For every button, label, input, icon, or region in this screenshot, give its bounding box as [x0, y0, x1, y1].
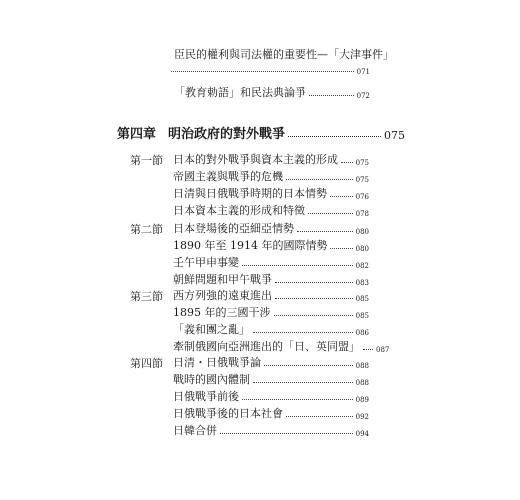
toc-entry-title: 朝鮮問題和甲午戰爭: [173, 273, 272, 286]
toc-entry-title: 日韓合併: [173, 424, 217, 437]
toc-entry-title: 日清・日俄戰爭論: [173, 356, 261, 369]
toc-entry: [173, 235, 369, 253]
toc-entry-title: 戰時的國內體制: [173, 373, 250, 386]
toc-entry-title: 臣民的權利與司法權的重要性—「大津事件」: [174, 48, 394, 61]
toc-leader-dots: [288, 136, 381, 137]
toc-entry-page: 085: [355, 295, 369, 303]
toc-entry: [173, 166, 369, 184]
toc-leader-dots: [309, 95, 354, 96]
toc-entry-page: 075: [355, 176, 369, 184]
toc-entry-title: 壬午甲申事變: [173, 256, 239, 269]
toc-entry: [173, 218, 369, 236]
toc-entry-page: 086: [355, 329, 369, 337]
toc-leader-dots: [264, 365, 353, 366]
toc-leader-dots: [363, 349, 373, 350]
toc-entry: [174, 44, 394, 62]
toc-entry-title: 日本登場後的亞細亞情勢: [173, 222, 294, 235]
toc-entry: [173, 420, 369, 438]
toc-entry-title: 帝國主義與戰爭的危機: [173, 170, 283, 183]
toc-entry-title: 日本的對外戰爭與資本主義的形成: [173, 153, 338, 166]
chapter-title: 明治政府的對外戰爭: [168, 127, 286, 142]
toc-entry: [173, 386, 369, 404]
toc-entry-page: 082: [355, 262, 369, 270]
toc-leader-dots: [330, 196, 353, 197]
toc-leader-dots: [242, 399, 353, 400]
toc-entry-title: 「教育勅語」和民法典論爭: [174, 86, 306, 99]
toc-leader-dots: [253, 382, 353, 383]
toc-entry-page: 078: [355, 210, 369, 218]
toc-entry-title: 日俄戰爭後的日本社會: [173, 407, 283, 420]
toc-entry-title: 「義和團之亂」: [173, 323, 250, 336]
toc-entry-page: 080: [355, 228, 369, 236]
toc-entry-page: 076: [355, 193, 369, 201]
toc-entry-page: 089: [355, 396, 369, 404]
toc-entry: [173, 302, 369, 320]
toc-entry-title: 牽制俄國向亞洲進出的「日、英同盟」: [173, 340, 360, 353]
toc-leader-dots: [275, 282, 353, 283]
toc-leader-dots: [274, 315, 353, 316]
toc-entry-page: 071: [356, 68, 370, 76]
toc-entry-page: 087: [376, 346, 390, 354]
toc-entry-page: 080: [355, 245, 369, 253]
toc-entry-title: 日本資本主義的形成和特徵: [173, 204, 305, 217]
toc-entry: [173, 149, 369, 167]
toc-entry-page: 092: [355, 413, 369, 421]
toc-leader-dots: [220, 433, 353, 434]
chapter-heading: [117, 122, 405, 142]
toc-leader-dots: [286, 416, 353, 417]
toc-entry-page: 075: [355, 159, 369, 167]
toc-entry-page: 083: [355, 279, 369, 287]
toc-entry: [173, 369, 369, 387]
toc-entry: [173, 252, 369, 270]
toc-entry-title: 西方列強的遠東進出: [173, 289, 272, 302]
toc-entry: [174, 82, 370, 100]
toc-entry-title: 1890 年至 1914 年的國際情勢: [173, 239, 328, 252]
toc-entry-page: 088: [355, 362, 369, 370]
toc-leader-dots: [330, 248, 352, 249]
toc-entry-page: 094: [355, 430, 369, 438]
toc-entry: [173, 319, 369, 337]
toc-entry-page: 072: [356, 92, 370, 100]
section-label: 第二節: [130, 223, 163, 236]
toc-leader-dots: [171, 71, 354, 72]
toc-entry: [173, 183, 369, 201]
toc-leader-dots: [341, 162, 353, 163]
section-label: 第四節: [130, 357, 163, 370]
section-label: 第三節: [130, 290, 163, 303]
toc-entry: [173, 352, 369, 370]
toc-leader-dots: [286, 179, 353, 180]
toc-entry-title: 1895 年的三國干涉: [173, 306, 271, 319]
chapter-label: 第四章: [117, 127, 157, 142]
toc-entry-title: 日俄戰爭前後: [173, 390, 239, 403]
toc-leader-dots: [308, 213, 353, 214]
toc-leader-dots: [242, 265, 353, 266]
section-label: 第一節: [130, 154, 163, 167]
toc-leader-dots: [297, 231, 353, 232]
toc-entry-title: 日清與日俄戰爭時期的日本情勢: [173, 187, 327, 200]
toc-leader-dots: [253, 332, 353, 333]
toc-entry-page: 088: [355, 379, 369, 387]
toc-leader-dots: [275, 298, 353, 299]
chapter-page: 075: [384, 129, 405, 142]
toc-entry: [173, 403, 369, 421]
toc-entry: [173, 200, 369, 218]
toc-entry: [173, 285, 369, 303]
toc-entry-page: 085: [355, 312, 369, 320]
toc-leader-line: [171, 66, 370, 76]
